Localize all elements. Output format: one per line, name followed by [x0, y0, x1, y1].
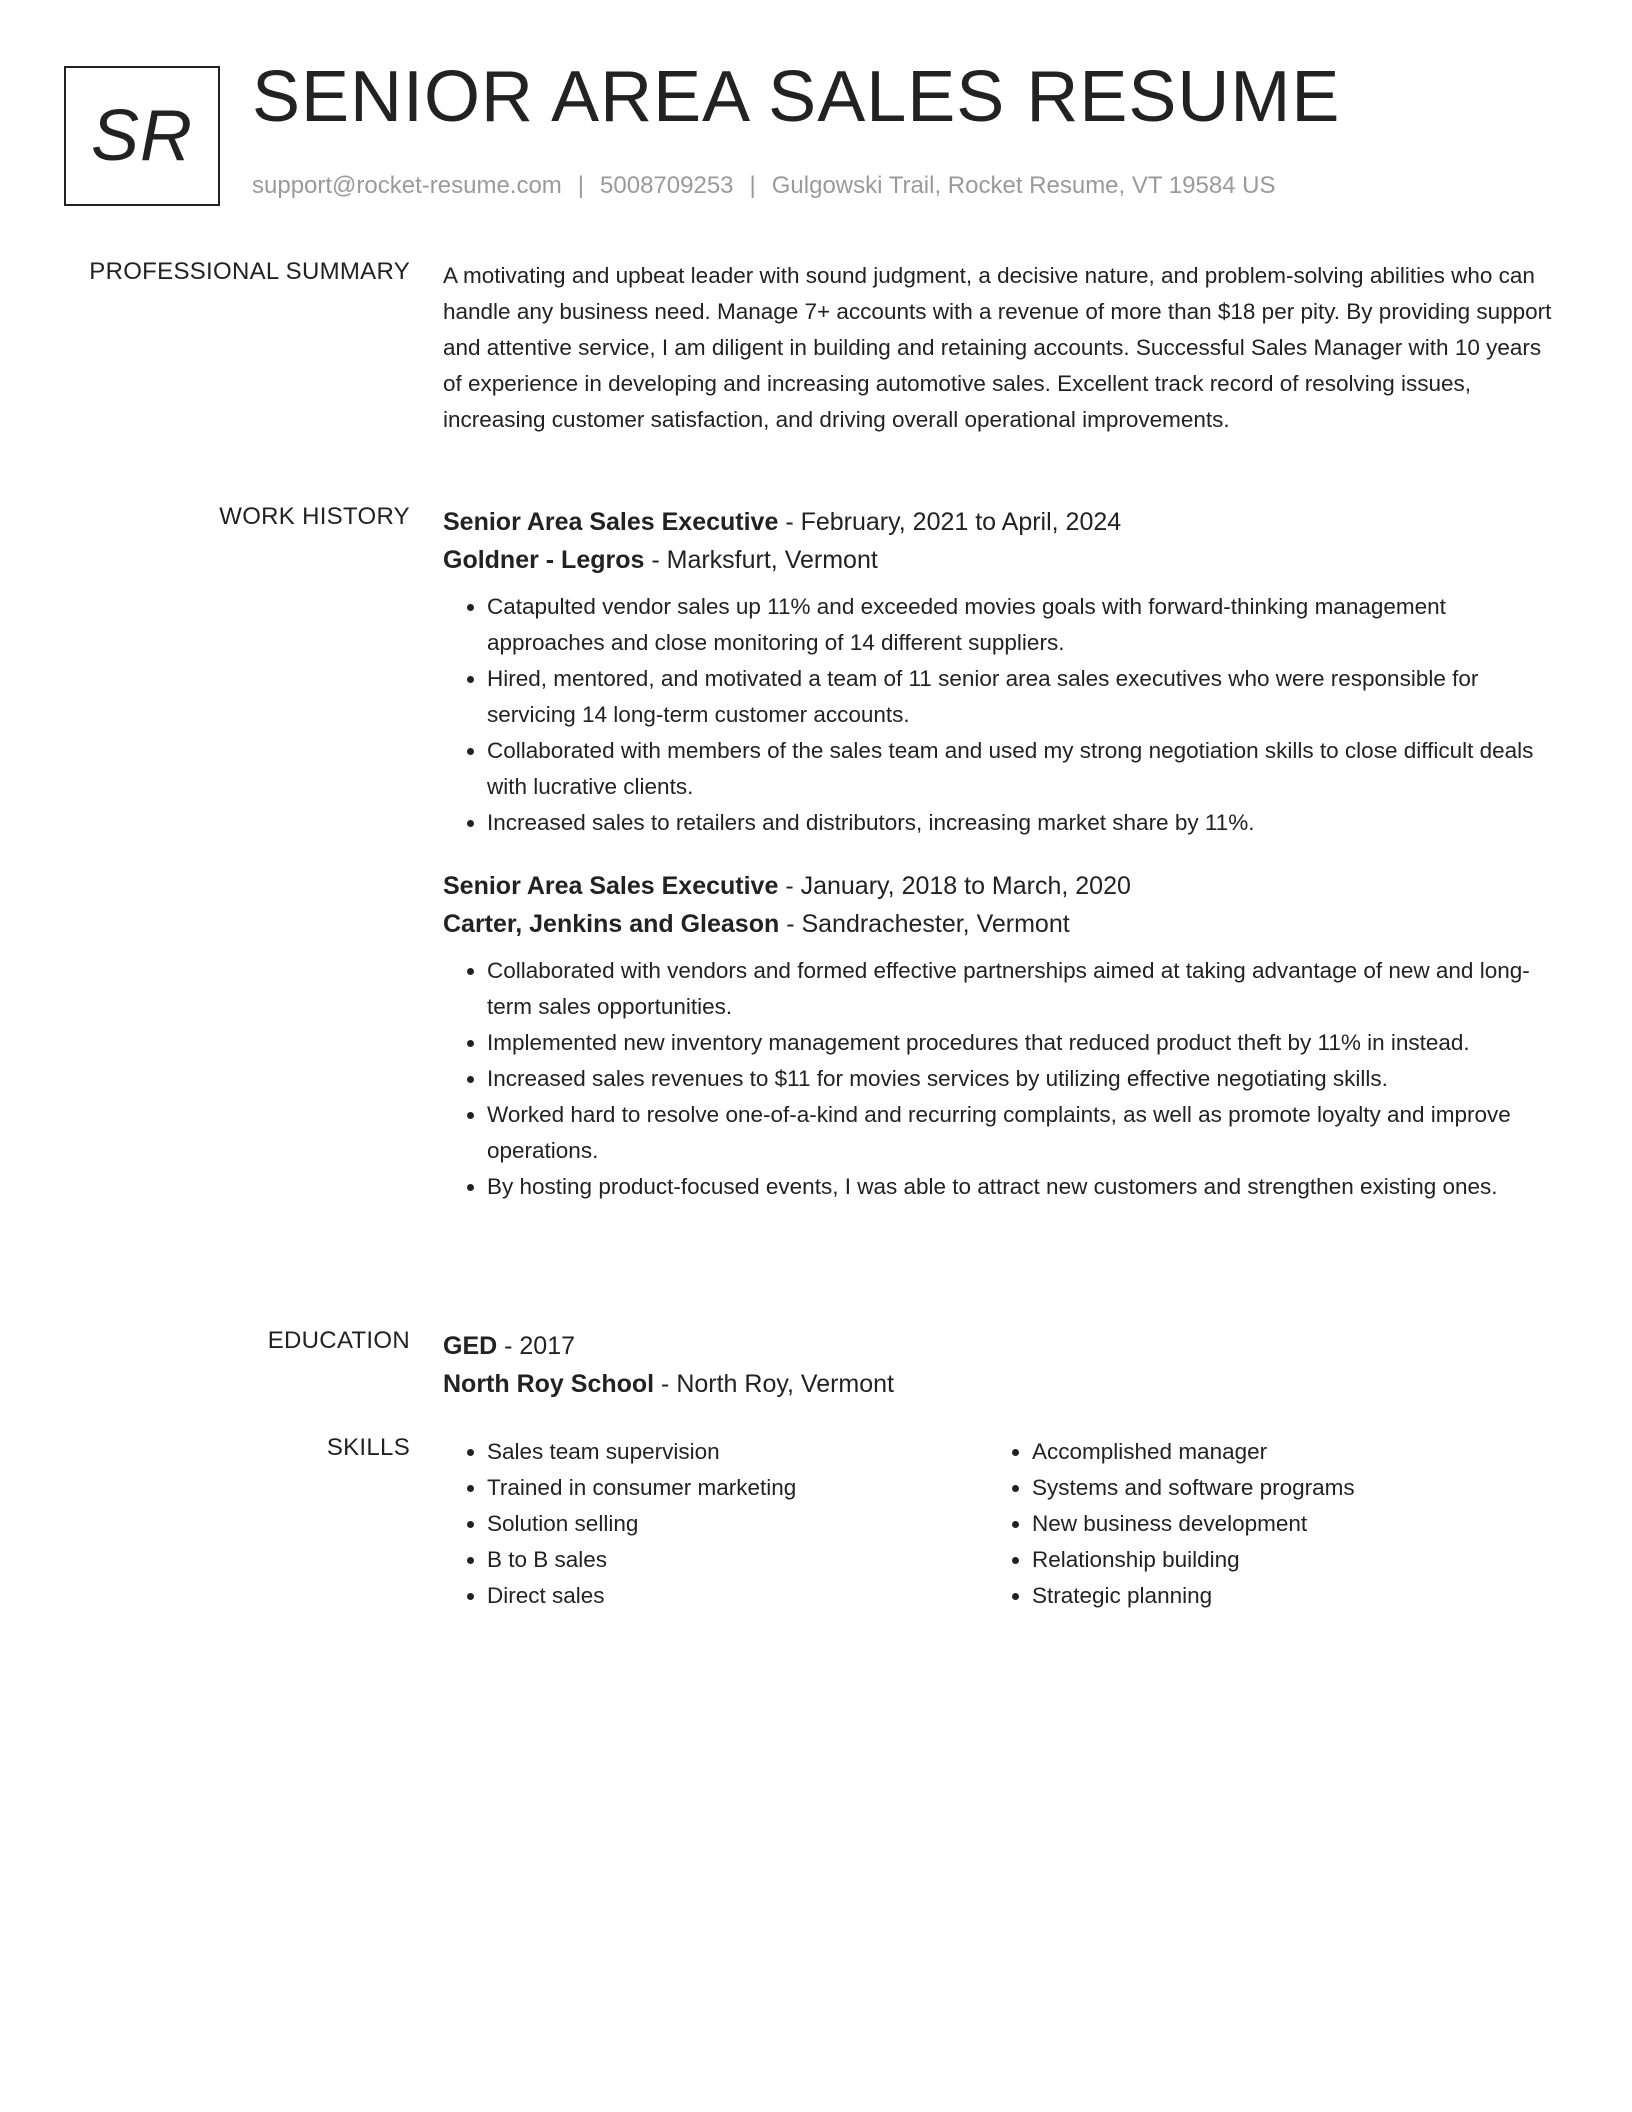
education-school-line [443, 1365, 1553, 1403]
education-degree: GED [443, 1332, 498, 1360]
work-body [443, 503, 1553, 1205]
list-item: • Implemented new inventory management procedures that reduced product theft by 11% in instead. [487, 1025, 1553, 1061]
contact-email: support@rocket-resume.com [252, 172, 562, 199]
list-item: • New business development [1032, 1506, 1533, 1542]
job-title: Senior Area Sales Executive [443, 872, 779, 900]
job-bullets [443, 589, 1553, 841]
contact-line [252, 172, 1276, 200]
list-item: • Collaborated with vendors and formed effective partnerships aimed at taking advantage of new and long-term sales opportunities. [487, 953, 1553, 1025]
job-title: Senior Area Sales Executive [443, 508, 779, 536]
education-year: - 2017 [497, 1332, 576, 1360]
skills-list-right [988, 1434, 1533, 1614]
list-item: • Catapulted vendor sales up 11% and exceeded movies goals with forward-thinking management approaches and close monitoring of 14 different suppliers. [487, 589, 1553, 661]
education-location: - North Roy, Vermont [654, 1370, 895, 1398]
skills-list-left [443, 1434, 988, 1614]
job-location: - Sandrachester, Vermont [779, 910, 1070, 938]
list-item: • Solution selling [487, 1506, 988, 1542]
list-item: • Hired, mentored, and motivated a team of 11 senior area sales executives who were responsible for servicing 14 long-term customer accounts. [487, 661, 1553, 733]
education-body [443, 1327, 1553, 1403]
list-item: • By hosting product-focused events, I was able to attract new customers and strengthen existing ones. [487, 1169, 1553, 1205]
contact-phone: 5008709253 [600, 172, 734, 199]
section-label-work: WORK HISTORY [219, 503, 410, 530]
resume-title: SENIOR AREA SALES RESUME [252, 57, 1341, 137]
education-school: North Roy School [443, 1370, 655, 1398]
section-label-education: EDUCATION [267, 1327, 410, 1354]
list-item: • Collaborated with members of the sales team and used my strong negotiation skills to close difficult deals with lucrative clients. [487, 733, 1553, 805]
contact-separator: | [577, 172, 585, 199]
job-bullets [443, 953, 1553, 1205]
job-company: Carter, Jenkins and Gleason [443, 910, 780, 938]
list-item: • Accomplished manager [1032, 1434, 1533, 1470]
job-title-line [443, 867, 1553, 905]
monogram-logo [64, 66, 220, 206]
job-title-line [443, 503, 1553, 541]
list-item: • Sales team supervision [487, 1434, 988, 1470]
summary-body [443, 258, 1553, 438]
education-degree-line [443, 1327, 1553, 1365]
contact-separator: | [749, 172, 756, 199]
list-item: • Increased sales revenues to $11 for movies services by utilizing effective negotiating skills. [487, 1061, 1553, 1097]
monogram-text: SR [90, 96, 194, 176]
list-item: • Relationship building [1032, 1542, 1533, 1578]
section-label-skills: SKILLS [326, 1434, 410, 1461]
list-item: • Worked hard to resolve one-of-a-kind and recurring complaints, as well as promote loyalty and improve operations. [487, 1097, 1553, 1169]
list-item: • Increased sales to retailers and distributors, increasing market share by 11%. [487, 805, 1553, 841]
job-dates: - February, 2021 to April, 2024 [778, 508, 1122, 536]
job-entry [443, 867, 1553, 1205]
job-entry [443, 503, 1553, 841]
job-dates: - January, 2018 to March, 2020 [778, 872, 1131, 900]
list-item: • B to B sales [487, 1542, 988, 1578]
list-item: • Strategic planning [1032, 1578, 1533, 1614]
job-company: Goldner - Legros [443, 546, 645, 574]
job-company-line [443, 905, 1553, 943]
summary-text: A motivating and upbeat leader with sound judgment, a decisive nature, and problem-solving abilities who can handle any business need. Manage 7+ accounts with a revenue of more than $18 per pity. By providing support and attentive service, I am diligent in building and retaining accounts. Successful Sales Manager with 10 years of experience in developing and increasing automotive sales. Excellent track record of resolving issues, increasing customer satisfaction, and driving overall operational improvements. [443, 263, 1552, 432]
skills-grid [443, 1434, 1553, 1614]
section-label-summary: PROFESSIONAL SUMMARY [89, 258, 410, 285]
job-location: - Marksfurt, Vermont [644, 546, 878, 574]
contact-address: Gulgowski Trail, Rocket Resume, VT 19584 US [771, 172, 1276, 199]
list-item: • Trained in consumer marketing [487, 1470, 988, 1506]
skills-body [443, 1434, 1553, 1614]
list-item: • Direct sales [487, 1578, 988, 1614]
job-company-line [443, 541, 1553, 579]
list-item: • Systems and software programs [1032, 1470, 1533, 1506]
